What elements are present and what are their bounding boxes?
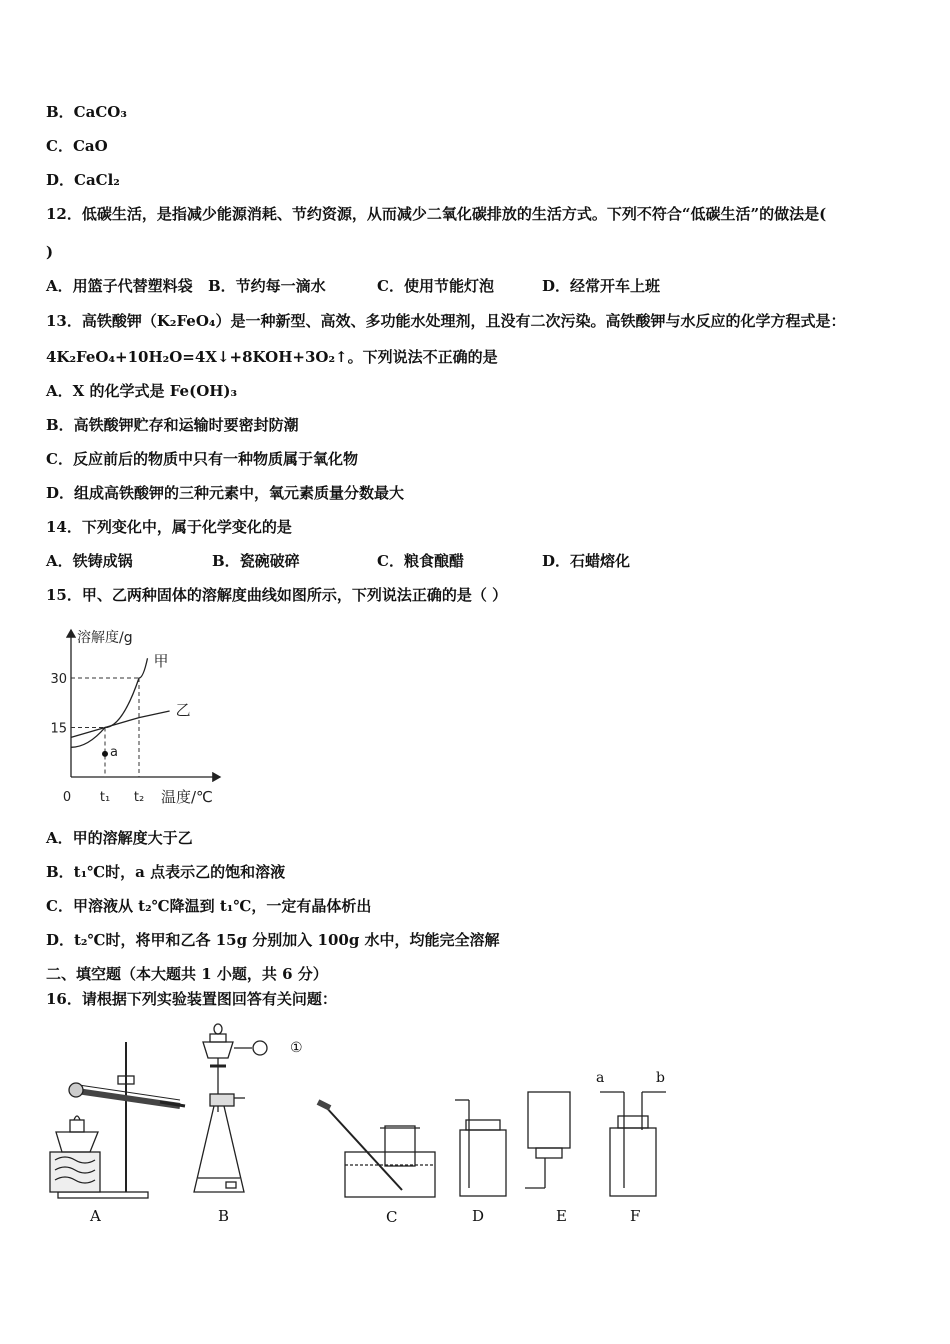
- pipe-label-b: b: [656, 1070, 665, 1086]
- apparatus-d: [455, 1100, 506, 1196]
- q15-option-c: C．甲溶液从 t₂℃降温到 t₁℃，一定有晶体析出: [46, 897, 372, 915]
- q12-option-c: C．使用节能灯泡: [377, 277, 494, 295]
- x-tick-1: t₁: [99, 790, 111, 805]
- q11-option-c: C．CaO: [46, 137, 108, 155]
- q11-option-d: D．CaCl₂: [46, 171, 120, 189]
- q12-options: [0, 276, 950, 296]
- apparatus-c: [318, 1102, 435, 1197]
- q14-option-c: C．粮食酿醋: [377, 552, 464, 570]
- origin-label: 0: [62, 790, 72, 805]
- q12-option-a: A．用篮子代替塑料袋: [46, 277, 193, 295]
- q11-option-b: B．CaCO₃: [46, 103, 127, 121]
- q14-option-b: B．瓷碗破碎: [212, 552, 300, 570]
- y-tick-30: 30: [50, 672, 67, 687]
- apparatus-label-c: C: [386, 1208, 398, 1226]
- solubility-chart: [40, 620, 240, 810]
- series-label-0: 甲: [153, 652, 169, 671]
- q16-stem: 16．请根据下列实验装置图回答有关问题：: [46, 990, 337, 1008]
- q13-option-d: D．组成高铁酸钾的三种元素中，氧元素质量分数最大: [46, 484, 405, 502]
- apparatus-label-d: D: [472, 1207, 485, 1225]
- series-line-1: [71, 711, 170, 737]
- q12-option-b: B．节约每一滴水: [208, 277, 326, 295]
- apparatus-label-b: B: [218, 1207, 230, 1225]
- q13-stem-line1: 13．高铁酸钾（K₂FeO₄）是一种新型、高效、多功能水处理剂，且没有二次污染。高铁酸钾与水反应的化学方程式是：: [46, 312, 846, 330]
- apparatus-figure: [40, 1020, 680, 1235]
- apparatus-label-f: F: [630, 1207, 641, 1225]
- pipe-label-a: a: [596, 1070, 605, 1086]
- q15-option-d: D．t₂℃时，将甲和乙各 15g 分别加入 100g 水中，均能完全溶解: [46, 931, 500, 949]
- q14-option-a: A．铁铸成锅: [46, 552, 133, 570]
- y-tick-15: 15: [50, 721, 67, 737]
- q15-option-a: A．甲的溶解度大于乙: [46, 829, 193, 847]
- x-axis-label: 温度/℃: [161, 788, 213, 806]
- apparatus-label-a: A: [90, 1207, 101, 1225]
- point-a-label: a: [110, 744, 118, 760]
- q14-option-d: D．石蜡熔化: [542, 552, 631, 570]
- funnel-marker-1: ①: [290, 1040, 303, 1056]
- apparatus-label-e: E: [556, 1207, 567, 1225]
- point-a: [102, 751, 108, 757]
- q13-option-a: A．X 的化学式是 Fe(OH)₃: [46, 382, 238, 400]
- q12-stem-line1: 12．低碳生活，是指减少能源消耗、节约资源，从而减少二氧化碳排放的生活方式。下列不符合“低碳生活”的做法是(: [46, 205, 827, 223]
- apparatus-f: [600, 1092, 666, 1196]
- q15-stem: 15．甲、乙两种固体的溶解度曲线如图所示，下列说法正确的是（ ）: [46, 586, 508, 604]
- q14-stem: 14．下列变化中，属于化学变化的是: [46, 518, 292, 536]
- q12-stem-line2: ): [46, 243, 54, 261]
- y-axis-label: 溶解度/g: [77, 630, 133, 646]
- x-tick-2: t₂: [133, 790, 145, 805]
- q13-option-b: B．高铁酸钾贮存和运输时要密封防潮: [46, 416, 299, 434]
- section-heading: 二、填空题（本大题共 1 小题，共 6 分）: [46, 965, 328, 983]
- q15-option-b: B．t₁℃时，a 点表示乙的饱和溶液: [46, 863, 286, 881]
- q12-option-d: D．经常开车上班: [542, 277, 661, 295]
- apparatus-e: [525, 1092, 570, 1188]
- q13-stem-line2: 4K₂FeO₄+10H₂O=4X↓+8KOH+3O₂↑。下列说法不正确的是: [46, 348, 498, 366]
- q13-option-c: C．反应前后的物质中只有一种物质属于氧化物: [46, 450, 358, 468]
- apparatus-a: [50, 1042, 185, 1198]
- apparatus-b: [194, 1024, 267, 1192]
- q14-options: [0, 551, 950, 571]
- series-label-1: 乙: [175, 701, 191, 719]
